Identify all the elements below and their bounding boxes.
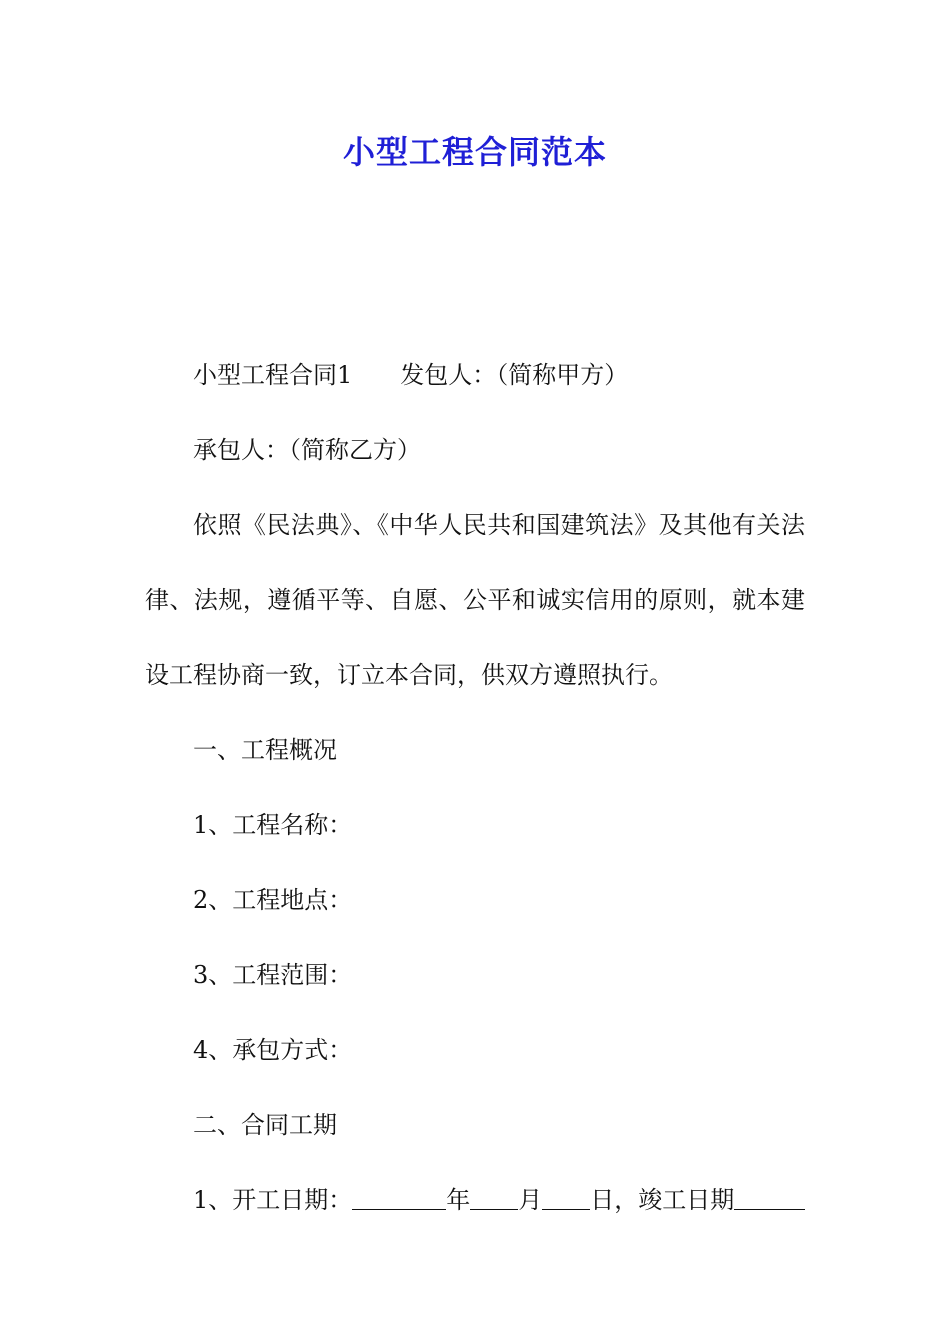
project-scope-item: 3、工程范围： — [193, 961, 353, 989]
contract-method-item: 4、承包方式： — [193, 1036, 353, 1064]
month-blank — [470, 1185, 518, 1210]
preamble-paragraph: 依照《民法典》、《中华人民共和国建筑法》及其他有关法律、法规，遵循平等、自愿、公平和诚实信用的原则，就本建设工程协商一致，订立本合同，供双方遵照执行。 — [145, 511, 805, 689]
year-label: 年 — [446, 1186, 471, 1214]
completion-date-blank — [734, 1185, 805, 1210]
section-heading-project-overview: 一、工程概况 — [193, 736, 337, 764]
project-name-item: 1、工程名称： — [193, 811, 353, 839]
party-a-line — [145, 338, 805, 413]
day-blank — [542, 1185, 590, 1210]
section-heading-contract-period: 二、合同工期 — [193, 1111, 337, 1139]
document-body — [145, 338, 805, 1238]
party-b-line: 承包人：（简称乙方） — [193, 436, 421, 464]
party-a-label: 发包人：（简称甲方） — [400, 361, 629, 389]
month-label: 月 — [518, 1186, 543, 1214]
year-blank — [352, 1185, 446, 1210]
start-date-label: 1、开工日期： — [193, 1186, 353, 1214]
document-title: 小型工程合同范本 — [342, 133, 607, 171]
contract-number-label: 小型工程合同1 — [193, 361, 353, 389]
project-location-item: 2、工程地点： — [193, 886, 353, 914]
day-and-completion-label: 日，竣工日期 — [590, 1186, 735, 1214]
start-date-item — [145, 1163, 805, 1238]
